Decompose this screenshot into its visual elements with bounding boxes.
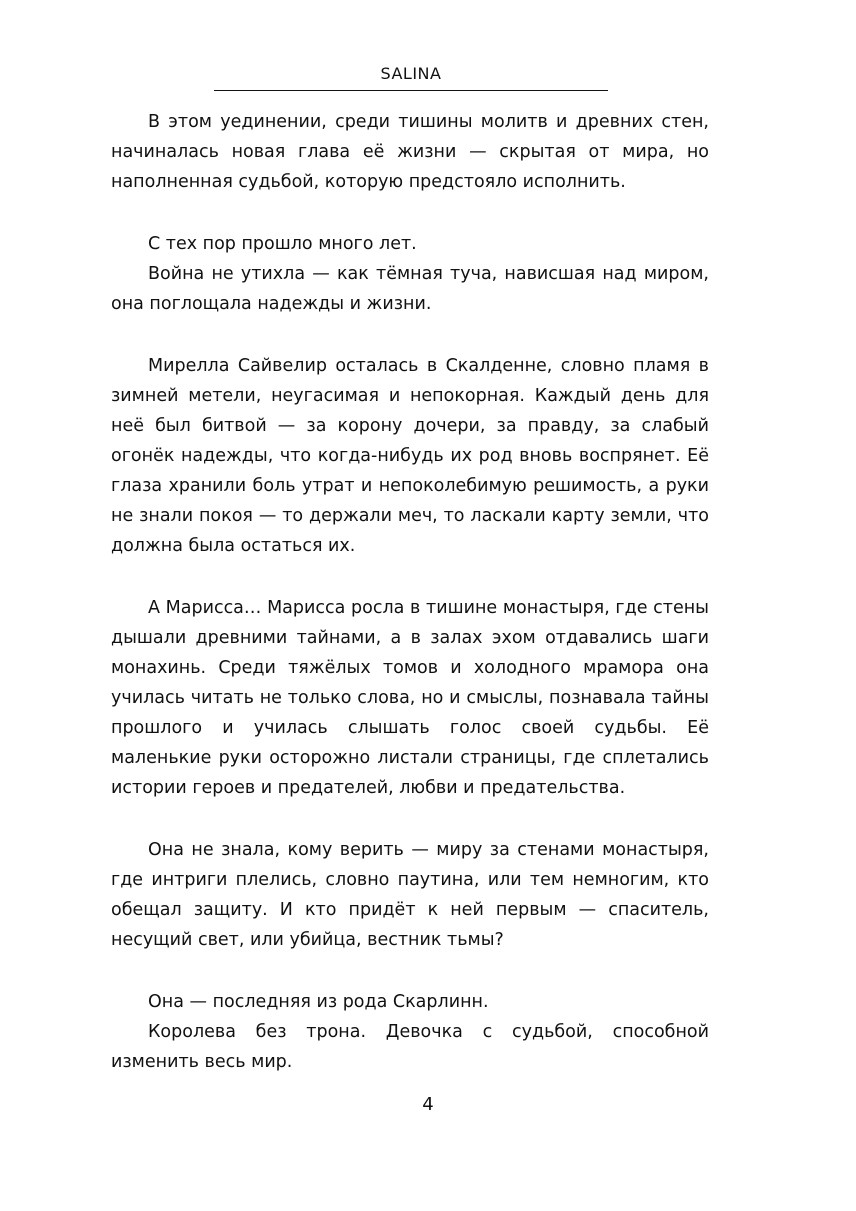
paragraph: А Марисса… Марисса росла в тишине монастыря, где стены дышали древними тайнами, а в залах эхом отдавались шаги монахинь. Среди тяжёлых томов и холодного мрамора она училась читать не только слова, но и смыслы, познавала тайны прошлого и училась слышать голос своей судьбы. Её маленькие руки осторожно листали страницы, где сплетались истории героев и предателей, любви и предательства. xyxy=(111,598,709,798)
paragraph: Королева без трона. Девочка с судьбой, способной изменить весь мир. xyxy=(111,1022,709,1072)
paragraph-gap xyxy=(111,803,709,835)
paragraph: Она не знала, кому верить — миру за стенами монастыря, где интриги плелись, словно паутина, или тем немногим, кто обещал защиту. И кто придёт к ней первым — спаситель, несущий свет, или убийца, вестник тьмы? xyxy=(111,840,709,950)
paragraph: Она — последняя из рода Скарлинн. xyxy=(148,992,489,1012)
paragraph: В этом уединении, среди тишины молитв и древних стен, начиналась новая глава её жизни — скрытая от мира, но наполненная судьбой, которую предстояло исполнить. xyxy=(111,112,709,192)
paragraph-gap xyxy=(111,197,709,229)
paragraph-gap xyxy=(111,319,709,351)
running-header: SALINA xyxy=(380,64,442,83)
paragraph-gap xyxy=(111,561,709,593)
paragraph: С тех пор прошло много лет. xyxy=(148,234,417,254)
header-rule xyxy=(214,90,608,91)
paragraph: Война не утихла — как тёмная туча, нависшая над миром, она поглощала надежды и жизни. xyxy=(111,264,709,314)
body-text xyxy=(111,107,709,1077)
paragraph: Мирелла Сайвелир осталась в Скалденне, словно пламя в зимней метели, неугасимая и непокорная. Каждый день для неё был битвой — за корону дочери, за правду, за слабый огонёк надежды, что когда-нибудь их род вновь воспрянет. Её глаза хранили боль утрат и непоколебимую решимость, а руки не знали покоя — то держали меч, то ласкали карту земли, что должна была остаться их. xyxy=(111,356,709,556)
page-number: 4 xyxy=(422,1094,434,1115)
paragraph-gap xyxy=(111,955,709,987)
